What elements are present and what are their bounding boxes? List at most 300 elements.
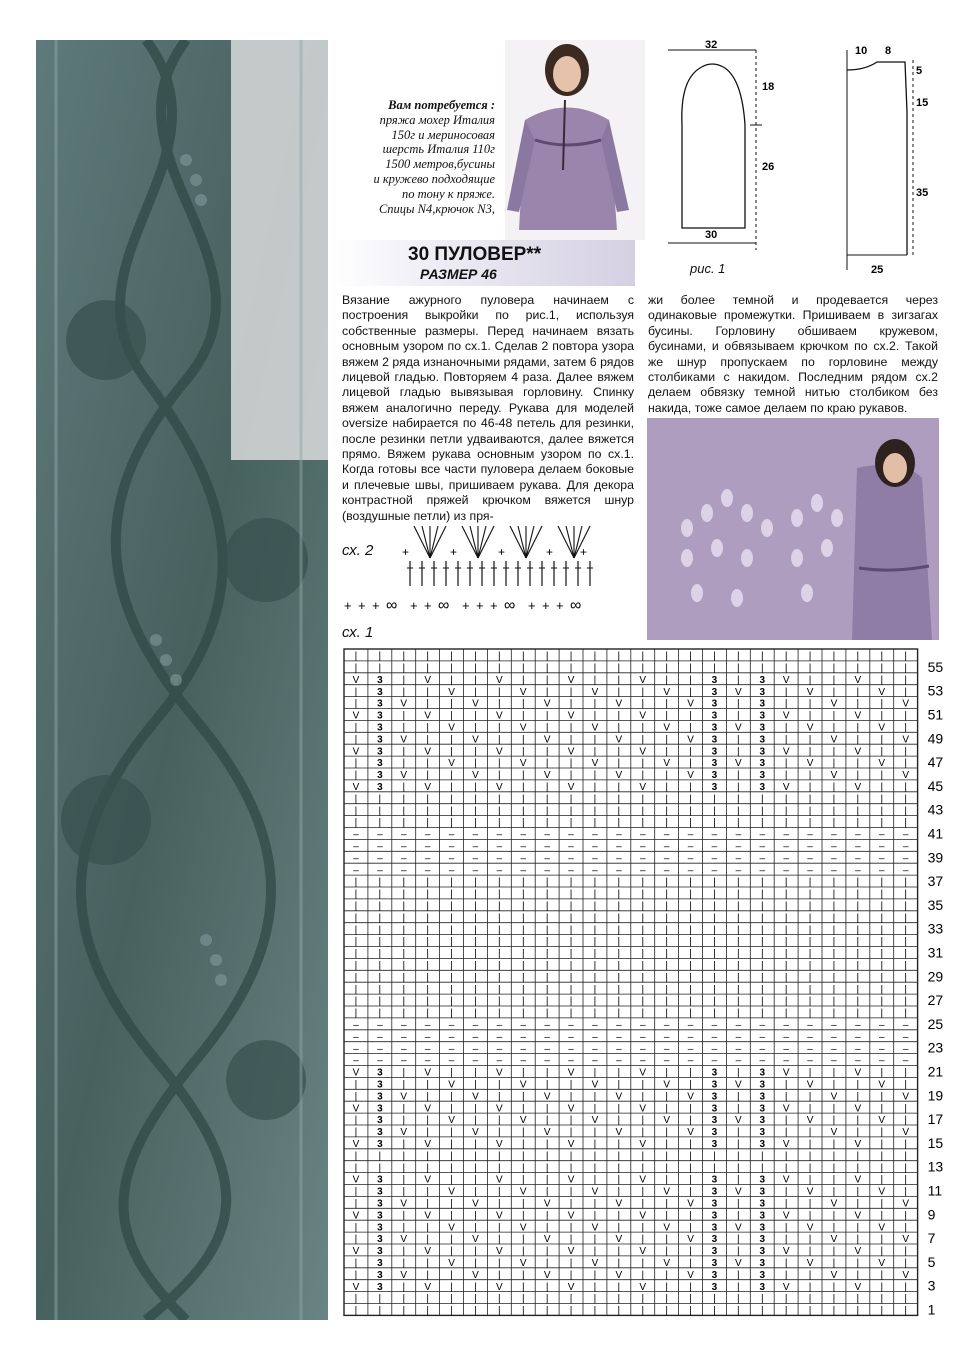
chart-stitch-symbol: – [711,1055,718,1067]
chart-stitch-symbol: | [426,1293,429,1305]
chart-stitch-symbol: – [353,1031,359,1043]
chart-stitch-symbol: | [713,817,716,829]
chart-stitch-symbol: – [353,829,359,841]
chart-stitch-symbol: | [569,924,573,936]
chart-stitch-symbol: | [856,960,860,972]
chart-stitch-symbol: | [689,1115,692,1127]
chart-stitch-symbol: V [400,1127,408,1139]
chart-stitch-symbol: | [689,758,692,770]
chart-stitch-symbol: | [904,889,907,901]
chart-stitch-symbol: | [760,901,764,913]
chart-stitch-symbol: | [689,1210,692,1222]
chart-stitch-symbol: – [448,1055,455,1067]
chart-stitch-symbol: 3 [759,1103,766,1115]
chart-stitch-symbol: V [567,1246,575,1258]
chart-stitch-symbol: | [880,901,884,913]
chart-stitch-symbol: | [737,1198,740,1210]
chart-stitch-symbol: – [377,1055,383,1067]
chart-stitch-symbol: V [830,1269,838,1281]
chart-stitch-symbol: | [498,1091,501,1103]
chart-stitch-symbol: | [593,746,597,758]
chart-stitch-symbol: | [569,1269,573,1281]
chart-stitch-symbol: | [498,1234,501,1246]
chart-stitch-symbol: V [639,710,647,722]
model-photo [505,40,645,240]
chart-stitch-symbol: | [378,960,382,972]
chart-stitch-symbol: | [641,1293,645,1305]
chart-stitch-symbol: 3 [759,1210,766,1222]
chart-stitch-symbol: – [592,829,598,841]
chart-stitch-symbol: V [472,1234,479,1246]
chart-stitch-symbol: V [448,686,455,698]
chart-stitch-symbol: | [641,924,645,936]
chart-stitch-symbol: V [615,1234,623,1246]
chart-stitch-symbol: | [569,1127,573,1139]
chart-stitch-symbol: – [687,1020,694,1032]
chart-stitch-symbol: – [568,841,574,853]
scheme-2-label: сх. 2 [342,542,374,559]
chart-stitch-symbol: 3 [711,1258,718,1270]
chart-stitch-symbol: | [617,1281,621,1293]
chart-stitch-symbol: | [593,972,597,984]
chart-stitch-symbol: | [713,948,716,960]
chart-stitch-symbol: | [808,1008,812,1020]
chart-stitch-symbol: V [496,1067,503,1079]
chart-stitch-symbol: | [593,936,597,948]
chart-stitch-symbol: | [617,1293,621,1305]
chart-stitch-symbol: V [567,710,575,722]
chart-stitch-symbol: | [904,686,907,698]
chart-stitch-symbol: | [354,948,358,960]
chart-stitch-symbol: V [902,1269,909,1281]
chart-stitch-symbol: | [713,1150,716,1162]
chart-stitch-symbol: | [665,770,668,782]
chart-stitch-symbol: | [426,1234,429,1246]
chart-stitch-symbol: 3 [759,698,766,710]
chart-stitch-symbol: | [545,746,549,758]
chart-stitch-symbol: | [498,912,501,924]
chart-stitch-symbol: 3 [711,1210,718,1222]
chart-stitch-symbol: | [545,782,549,794]
chart-stitch-symbol: | [617,651,621,663]
chart-stitch-symbol: | [450,770,453,782]
chart-stitch-symbol: | [545,1079,549,1091]
chart-stitch-symbol: | [808,1067,812,1079]
chart-stitch-symbol: 3 [377,1222,383,1234]
chart-stitch-symbol: | [593,877,597,889]
chart-stitch-symbol: | [402,1008,406,1020]
chart-stitch-symbol: | [808,1174,812,1186]
chart-stitch-symbol: | [737,1210,740,1222]
chart-stitch-symbol: | [474,663,477,675]
chart-stitch-symbol: V [878,1222,886,1234]
chart-stitch-symbol: – [616,841,622,853]
chart-stitch-symbol: V [543,770,551,782]
chart-stitch-symbol: V [782,1139,790,1151]
chart-stitch-symbol: – [855,1031,861,1043]
chart-stitch-symbol: | [904,1246,907,1258]
chart-stitch-symbol: | [689,1281,692,1293]
chart-row-number: 37 [927,873,944,890]
chart-stitch-symbol: | [880,948,884,960]
chart-stitch-symbol: – [353,865,359,877]
scheme-2-fan-stitch [518,526,526,558]
chart-stitch-symbol: | [689,686,692,698]
chart-stitch-symbol: – [496,1043,503,1055]
chart-stitch-symbol: – [807,1043,813,1055]
chart-stitch-symbol: | [593,663,597,675]
chart-stitch-symbol: | [689,1139,692,1151]
chart-stitch-symbol: V [615,1198,623,1210]
chart-stitch-symbol: | [569,1091,573,1103]
chart-stitch-symbol: | [545,912,549,924]
chart-stitch-symbol: | [450,746,453,758]
chart-stitch-symbol: | [593,996,597,1008]
chart-stitch-symbol: | [832,936,836,948]
chart-stitch-symbol: | [904,1210,907,1222]
chart-stitch-symbol: | [498,805,501,817]
chart-stitch-symbol: | [354,1150,358,1162]
chart-stitch-symbol: – [711,865,718,877]
chart-stitch-symbol: | [713,877,716,889]
chart-stitch-symbol: – [687,1055,694,1067]
chart-stitch-symbol: V [639,782,647,794]
chart-stitch-symbol: | [617,889,621,901]
chart-stitch-symbol: | [689,996,692,1008]
chart-stitch-symbol: | [521,901,525,913]
chart-stitch-symbol: | [641,1305,645,1317]
chart-stitch-symbol: – [759,1055,766,1067]
chart-stitch-symbol: | [521,1091,525,1103]
chart-stitch-symbol: | [569,1293,573,1305]
chart-stitch-symbol: | [689,924,692,936]
chart-stitch-symbol: | [760,1008,764,1020]
chart-stitch-symbol: | [545,924,549,936]
chart-stitch-symbol: | [713,889,716,901]
chart-stitch-symbol: | [713,901,716,913]
chart-stitch-symbol: | [641,960,645,972]
chart-stitch-symbol: 3 [711,1281,718,1293]
scheme-2-fan-stitch [414,526,430,558]
chart-stitch-symbol: – [568,1043,574,1055]
chart-stitch-symbol: – [520,829,527,841]
chart-stitch-symbol: | [737,1008,740,1020]
chart-stitch-symbol: | [641,817,645,829]
chart-stitch-symbol: V [472,1127,479,1139]
chart-stitch-symbol: – [400,841,407,853]
chart-stitch-symbol: – [735,853,742,865]
single-crochet-mark: + [490,598,498,613]
sleeve-pattern-diagram [650,40,780,270]
chart-stitch-symbol: | [569,972,573,984]
chart-stitch-symbol: | [545,1210,549,1222]
chart-stitch-symbol: 3 [377,1127,383,1139]
chart-stitch-symbol: | [498,1115,501,1127]
chart-stitch-symbol: V [615,734,623,746]
sleeve-dim-bottom: 30 [705,229,718,241]
chart-stitch-symbol: | [521,1103,525,1115]
chart-stitch-symbol: | [569,877,573,889]
chart-stitch-symbol: 3 [711,1186,718,1198]
chart-stitch-symbol: V [519,686,527,698]
chart-stitch-symbol: V [496,710,503,722]
chart-stitch-symbol: | [832,924,836,936]
chart-stitch-symbol: V [519,1079,527,1091]
chart-stitch-symbol: | [880,651,884,663]
chart-stitch-symbol: | [402,793,406,805]
chart-stitch-symbol: | [784,1222,788,1234]
chart-stitch-symbol: | [569,758,573,770]
figure-label: рис. 1 [690,261,726,276]
chart-stitch-symbol: | [737,734,740,746]
chart-stitch-symbol: | [832,948,836,960]
chart-stitch-symbol: | [450,782,453,794]
chart-stitch-symbol: | [450,877,453,889]
chart-stitch-symbol: V [352,1281,360,1293]
chart-stitch-symbol: | [713,984,716,996]
chart-stitch-symbol: | [808,1210,812,1222]
chart-stitch-symbol: | [665,972,668,984]
chart-row-number: 43 [927,801,944,818]
chart-stitch-symbol: – [855,853,861,865]
chart-stitch-symbol: 3 [759,710,766,722]
chart-stitch-symbol: | [832,710,836,722]
materials-line: и кружево подходящие [373,171,495,186]
chart-stitch-symbol: V [448,758,455,770]
chart-stitch-symbol: | [545,948,549,960]
chart-stitch-symbol: | [808,746,812,758]
chart-stitch-symbol: | [808,782,812,794]
chart-stitch-symbol: | [450,817,453,829]
model-illustration [505,40,645,240]
chart-stitch-symbol: | [545,1258,549,1270]
chart-stitch-symbol: V [424,1281,431,1293]
chart-stitch-symbol: | [378,877,382,889]
chart-stitch-symbol: V [687,698,694,710]
body-dim-width: 25 [871,264,884,276]
chart-stitch-symbol: | [545,984,549,996]
chart-stitch-symbol: – [400,853,407,865]
chart-stitch-symbol: V [735,758,742,770]
chart-stitch-symbol: | [665,805,668,817]
chart-stitch-symbol: | [904,817,907,829]
chart-stitch-symbol: | [665,984,668,996]
chart-stitch-symbol: | [617,1222,621,1234]
chart-stitch-symbol: V [854,746,862,758]
chart-stitch-symbol: | [354,936,358,948]
chart-stitch-symbol: | [545,686,549,698]
chart-stitch-symbol: – [759,853,766,865]
scheme-2-fan-stitch [422,526,430,558]
chart-stitch-symbol: | [641,1269,645,1281]
chart-stitch-symbol: V [639,1174,647,1186]
chart-stitch-symbol: | [689,1067,692,1079]
chart-stitch-symbol: V [543,1234,551,1246]
chart-stitch-symbol: | [880,1246,884,1258]
chart-stitch-symbol: | [713,912,716,924]
chart-stitch-symbol: | [641,1150,645,1162]
chart-stitch-symbol: 3 [377,674,383,686]
chart-stitch-symbol: 3 [711,1067,718,1079]
chart-stitch-symbol: | [665,710,668,722]
chart-stitch-symbol: | [545,722,549,734]
chart-stitch-symbol: | [426,1258,429,1270]
chart-stitch-symbol: 3 [711,770,718,782]
sleeve-dim-length: 26 [762,161,775,173]
chart-stitch-symbol: | [808,1293,812,1305]
chart-stitch-symbol: | [689,912,692,924]
chart-stitch-symbol: | [784,1269,788,1281]
chart-stitch-symbol: | [689,782,692,794]
chart-stitch-symbol: V [854,1281,862,1293]
chart-stitch-symbol: | [617,1067,621,1079]
chart-stitch-symbol: | [545,758,549,770]
chart-stitch-symbol: | [689,984,692,996]
chart-stitch-symbol: – [711,1043,718,1055]
chart-stitch-symbol: – [496,853,503,865]
chart-stitch-symbol: – [735,865,742,877]
chart-stitch-symbol: | [426,877,429,889]
chart-stitch-symbol: | [521,674,525,686]
chart-stitch-symbol: 3 [759,1269,766,1281]
chart-stitch-symbol: | [737,1139,740,1151]
chart-stitch-symbol: V [496,1139,503,1151]
chart-stitch-symbol: | [880,1127,884,1139]
chart-stitch-symbol: | [856,1127,860,1139]
chart-stitch-symbol: 3 [711,734,718,746]
chart-stitch-symbol: | [450,1127,453,1139]
chart-stitch-symbol: | [665,1210,668,1222]
chart-stitch-symbol: | [737,996,740,1008]
chart-stitch-symbol: | [521,782,525,794]
chart-stitch-symbol: | [474,960,477,972]
chart-stitch-symbol: – [544,841,550,853]
chart-stitch-symbol: | [569,1198,573,1210]
chart-stitch-symbol: | [689,710,692,722]
chart-stitch-symbol: – [544,1043,550,1055]
chart-stitch-symbol: | [593,1281,597,1293]
chart-stitch-symbol: | [593,805,597,817]
chart-stitch-symbol: V [472,1198,479,1210]
chart-stitch-symbol: | [593,793,597,805]
chart-stitch-symbol: | [784,1186,788,1198]
chart-stitch-symbol: | [474,686,477,698]
chart-stitch-symbol: | [665,924,668,936]
chart-stitch-symbol: V [591,1079,599,1091]
chart-stitch-symbol: | [641,793,645,805]
chart-stitch-symbol: | [402,1162,406,1174]
chart-stitch-symbol: | [521,912,525,924]
chart-stitch-symbol: | [402,877,406,889]
single-crochet-mark: + [372,598,380,613]
chart-stitch-symbol: | [689,1293,692,1305]
chart-stitch-symbol: | [880,1162,884,1174]
chart-stitch-symbol: V [663,1258,670,1270]
chart-stitch-symbol: | [784,889,788,901]
chart-stitch-symbol: | [474,1210,477,1222]
chart-stitch-symbol: – [831,853,837,865]
chart-stitch-symbol: | [354,1258,358,1270]
chart-stitch-symbol: | [474,972,477,984]
chart-stitch-symbol: – [472,829,479,841]
instructions-left: Вязание ажурного пуловера начинаем с построения выкройки по рис.1, используя собственные размеры. Перед начинаем вязать основным узором по сх.1. Сделав 2 повтора узора вяжем 2 ряда изнаночными рядами, затем 6 рядов лицевой гладью. Повторяем 4 раза. Далее вяжем лицевой гладью вывязывая горловину. Спинку вяжем аналогично переду. Рукава для моделей oversize набирается по 46-48 петель для резинки, после резинки петли удваиваются, далее вяжется прямо. Вяжем рукава основным узором по сх.1. Когда готовы все части пуловера делаем боковые и плечевые швы, пришиваем рукава. Для декора контрастной пряжей крючком вяжется шнур (воздушные петли) из пря- [342,293,634,523]
chart-stitch-symbol: | [808,996,812,1008]
chart-stitch-symbol: | [354,1008,358,1020]
chart-stitch-symbol: V [830,770,838,782]
chart-stitch-symbol: | [737,782,740,794]
chart-stitch-symbol: – [472,841,479,853]
chart-stitch-symbol: V [782,1067,790,1079]
chart-stitch-symbol: 3 [759,1281,766,1293]
chart-stitch-symbol: | [378,817,382,829]
chart-stitch-symbol: | [689,1246,692,1258]
chart-stitch-symbol: | [856,1293,860,1305]
chart-stitch-symbol: | [426,1091,429,1103]
chart-stitch-symbol: V [615,1269,623,1281]
chart-stitch-symbol: – [711,1031,718,1043]
chart-stitch-symbol: – [496,1031,503,1043]
chart-stitch-symbol: | [737,960,740,972]
chart-stitch-symbol: | [760,972,764,984]
chart-stitch-symbol: | [402,912,406,924]
chart-stitch-symbol: | [641,758,645,770]
chart-stitch-symbol: | [832,1258,836,1270]
chart-stitch-symbol: | [450,1008,453,1020]
chart-stitch-symbol: | [832,912,836,924]
chart-stitch-symbol: | [498,758,501,770]
chart-stitch-symbol: | [426,686,429,698]
chart-stitch-symbol: – [902,829,909,841]
chart-stitch-symbol: | [856,1186,860,1198]
chart-stitch-symbol: | [545,1103,549,1115]
chart-stitch-symbol: 3 [711,1174,718,1186]
chart-stitch-symbol: | [498,817,501,829]
chart-stitch-symbol: | [880,1091,884,1103]
chart-stitch-symbol: | [904,793,907,805]
chart-stitch-symbol: | [665,948,668,960]
chart-stitch-symbol: | [665,1139,668,1151]
chart-stitch-symbol: | [450,1174,453,1186]
chart-stitch-symbol: V [663,758,670,770]
chart-stitch-symbol: 3 [759,1115,766,1127]
chart-stitch-symbol: | [617,1162,621,1174]
chart-stitch-symbol: 3 [377,1269,383,1281]
chart-stitch-symbol: | [665,1091,668,1103]
chart-stitch-symbol: | [474,1115,477,1127]
chart-stitch-symbol: | [737,651,740,663]
chart-stitch-symbol: | [737,984,740,996]
chart-stitch-symbol: | [760,912,764,924]
chart-stitch-symbol: | [378,805,382,817]
chart-stitch-symbol: | [760,1162,764,1174]
chart-stitch-symbol: | [832,960,836,972]
sleeve-dim-cap: 18 [762,81,775,93]
chart-stitch-symbol: 3 [759,770,766,782]
chart-stitch-symbol: 3 [759,1246,766,1258]
chart-stitch-symbol: | [402,710,406,722]
chart-stitch-symbol: V [902,698,909,710]
chart-stitch-symbol: | [713,793,716,805]
chart-stitch-symbol: | [450,912,453,924]
chart-stitch-symbol: | [545,710,549,722]
chart-stitch-symbol: | [641,972,645,984]
chart-stitch-symbol: | [856,889,860,901]
scheme-2-fan-stitch [526,526,534,558]
chart-stitch-symbol: | [545,1246,549,1258]
chart-stitch-symbol: | [545,901,549,913]
scheme-2-fan-stitch [510,526,526,558]
chart-stitch-symbol: – [424,829,431,841]
